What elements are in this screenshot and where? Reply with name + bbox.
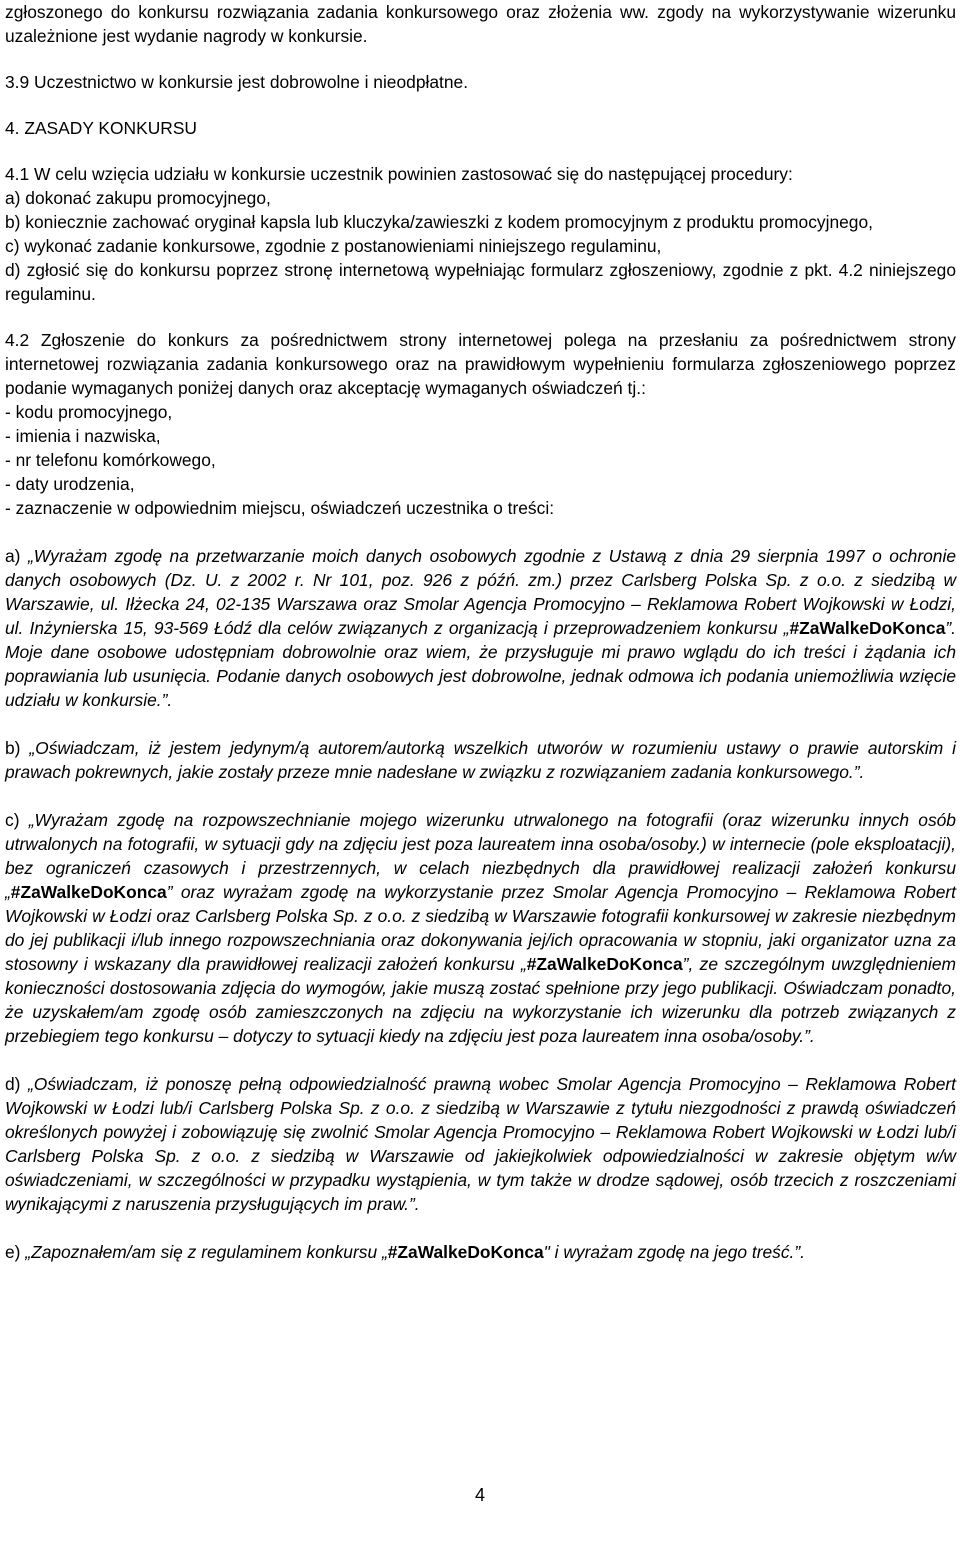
procedure-item-d: d) zgłosić się do konkursu poprzez stronę internetową wypełniając formularz zgłoszeniowy, zgodnie z pkt. 4.2 niniejszego regulaminu. (5, 260, 956, 304)
document-page (5, 0, 956, 1264)
statement-e: e) „Zapoznałem/am się z regulaminem konkursu „#ZaWalkeDoKonca" i wyrażam zgodę na jego treść.”. (5, 1242, 806, 1262)
statement-b: b) „Oświadczam, iż jestem jedynym/ą autorem/autorką wszelkich utworów w rozumieniu ustawy o prawie autorskim i prawach pokrewnych, jakie zostały przeze mnie nadesłane w związku z rozwiązaniem zadania konkursowego.”. (5, 738, 957, 782)
required-data-item: - daty urodzenia, (5, 474, 135, 494)
required-data-item: - nr telefonu komórkowego, (5, 450, 216, 470)
paragraph-4-2-lead: 4.2 Zgłoszenie do konkurs za pośrednictwem strony internetowej polega na przesłaniu za pośrednictwem strony internetowej rozwiązania zadania konkursowego oraz na prawidłowym wypełnieniu formularza zgłoszeniowego poprzez podanie wymaganych poniżej danych oraz akceptację wymaganych oświadczeń tj.: (5, 330, 956, 398)
page-number: 4 (474, 1485, 485, 1505)
hashtag: #ZaWalkeDoKonca (526, 954, 683, 974)
hashtag: #ZaWalkeDoKonca (387, 1242, 544, 1262)
procedure-item-b: b) koniecznie zachować oryginał kapsla lub kluczyka/zawieszki z kodem promocyjnym z produktu promocyjnego, (5, 212, 873, 232)
required-data-item: - zaznaczenie w odpowiednim miejscu, oświadczeń uczestnika o treści: (5, 498, 555, 518)
procedure-item-a: a) dokonać zakupu promocyjnego, (5, 188, 271, 208)
intro-paragraph: zgłoszonego do konkursu rozwiązania zadania konkursowego oraz złożenia ww. zgody na wykorzystywanie wizerunku uzależnione jest wydanie nagrody w konkursie. (5, 2, 956, 46)
required-data-item: - kodu promocyjnego, (5, 402, 173, 422)
procedure-item-c: c) wykonać zadanie konkursowe, zgodnie z postanowieniami niniejszego regulaminu, (5, 236, 662, 256)
paragraph-4-1-lead: 4.1 W celu wzięcia udziału w konkursie uczestnik powinien zastosować się do następującej procedury: (5, 164, 793, 184)
statement-d: d) „Oświadczam, iż ponoszę pełną odpowiedzialność prawną wobec Smolar Agencja Promocyjno – Reklamowa Robert Wojkowski w Łodzi lub/i Carlsberg Polska Sp. z o.o. z siedzibą w Warszawie z tytułu niezgodności z prawdą oświadczeń określonych powyżej i zobowiązuję się zwolnić Smolar Agencja Promocyjno – Reklamowa Robert Wojkowski w Łodzi lub/i Carlsberg Polska Sp. z o.o. z siedzibą w Warszawie od jakiejkolwiek odpowiedzialności w zakresie objętym w/w oświadczeniami, w szczególności w przypadku wystąpienia, w tym także w drodze sądowej, osób trzecich z roszczeniami wynikającymi z naruszenia przysługujących im praw.”. (5, 1074, 956, 1214)
hashtag: #ZaWalkeDoKonca (10, 882, 167, 902)
hashtag: #ZaWalkeDoKonca (789, 618, 946, 638)
statement-a: a) „Wyrażam zgodę na przetwarzanie moich danych osobowych zgodnie z Ustawą z dnia 29 sierpnia 1997 o ochronie danych osobowych (Dz. U. z 2002 r. Nr 101, poz. 926 z późń. zm.) przez Carlsberg Polska Sp. z o.o. z siedzibą w Warszawie, ul. Iłżecka 24, 02-135 Warszawa oraz Smolar Agencja Promocyjno – Reklamowa Robert Wojkowski w Łodzi, ul. Inżynierska 15, 93-569 Łódź dla celów związanych z organizacją i przeprowadzeniem konkursu „#ZaWalkeDoKonca”. Moje dane osobowe udostępniam dobrowolnie oraz wiem, że przysługuje mi prawo wglądu do ich treści i żądania ich poprawiania lub usunięcia. Podanie danych osobowych jest dobrowolne, jednak odmowa ich podania uniemożliwia wzięcie udziału w konkursie.”. (5, 546, 956, 710)
paragraph-3-9: 3.9 Uczestnictwo w konkursie jest dobrowolne i nieodpłatne. (5, 72, 469, 92)
statement-c: c) „Wyrażam zgodę na rozpowszechnianie mojego wizerunku utrwalonego na fotografii (oraz wizerunku innych osób utrwalonych na fotografii, w sytuacji gdy na zdjęciu jest poza laureatem inna osoba/osoby.) w internecie (pole eksploatacji), bez ograniczeń czasowych i przestrzennych, w celach niezbędnych dla prawidłowej realizacji założeń konkursu „#ZaWalkeDoKonca” oraz wyrażam zgodę na wykorzystanie przez Smolar Agencja Promocyjno – Reklamowa Robert Wojkowski w Łodzi oraz Carlsberg Polska Sp. z o.o. z siedzibą w Warszawie fotografii konkursowej w zakresie niezbędnym do jej publikacji i/lub innego rozpowszechniania oraz dokonywania jej/ich opracowania w stopniu, jaki organizator uzna za stosowny i wskazany dla prawidłowej realizacji założeń konkursu „#ZaWalkeDoKonca”, ze szczególnym uwzględnieniem konieczności dostosowania zdjęcia do wymogów, jakie muszą zostać spełnione przy jego publikacji. Oświadczam ponadto, że uzyskałem/am zgodę osób zamieszczonych na zdjęciu na wykorzystanie ich wizerunku dla potrzeb związanych z przebiegiem tego konkursu – dotyczy to sytuacji kiedy na zdjęciu jest poza laureatem inna osoba/osoby.”. (5, 810, 956, 1046)
section-heading: 4. ZASADY KONKURSU (5, 118, 197, 138)
required-data-item: - imienia i nazwiska, (5, 426, 161, 446)
